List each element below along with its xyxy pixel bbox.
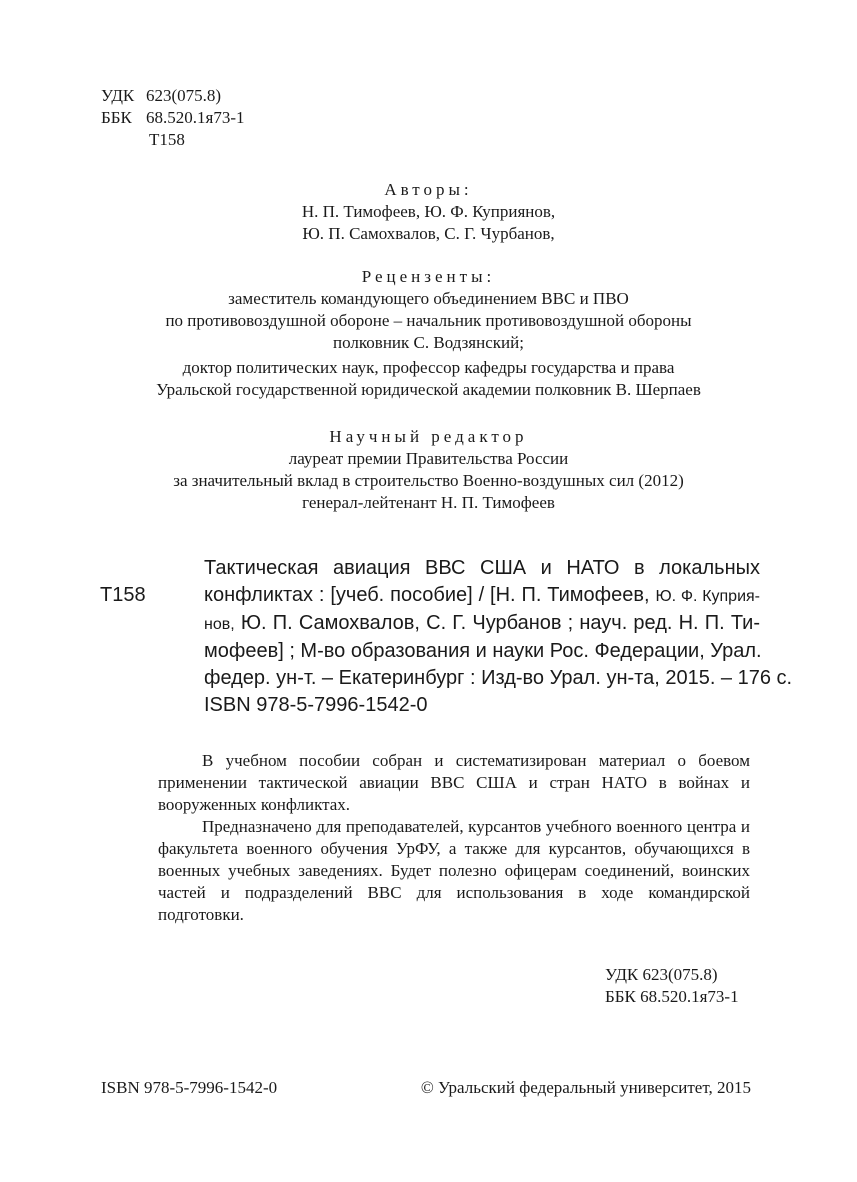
reviewers-line: заместитель командующего объединением ВВС и ПВО xyxy=(228,289,629,308)
biblio-mark: Т158 xyxy=(100,584,146,606)
classification-codes xyxy=(101,85,244,151)
biblio-title-line: Тактическая авиация ВВС США и НАТО в локальных xyxy=(204,557,760,579)
biblio-line xyxy=(100,582,760,610)
udk-row xyxy=(101,85,244,107)
reviewers-line: по противовоздушной обороне – начальник противовоздушной обороны xyxy=(165,311,692,330)
author-mark: Т158 xyxy=(149,130,185,149)
reviewers-heading: Рецензенты: xyxy=(361,267,496,286)
biblio-text xyxy=(204,582,760,610)
editor-line: лауреат премии Правительства России xyxy=(288,449,569,468)
editor-line: генерал-лейтенант Н. П. Тимофеев xyxy=(302,493,555,512)
reviewers-line: доктор политических наук, профессор кафедры государства и права xyxy=(182,358,675,377)
editor-line: за значительный вклад в строительство Военно-воздушных сил (2012) xyxy=(173,471,684,490)
biblio-fragment: конфликтах : [учеб. пособие] / [Н. П. Тимофеев, xyxy=(204,584,650,606)
biblio-line xyxy=(100,665,793,692)
annotation xyxy=(158,750,750,926)
reviewers-line: полковник С. Водзянский; xyxy=(333,333,524,352)
biblio-fragment-small: Ю. Ф. Куприя- xyxy=(655,588,761,605)
authors-heading: Авторы: xyxy=(384,180,473,199)
biblio-fragment-small: нов, xyxy=(204,616,235,633)
biblio-line xyxy=(100,692,760,719)
annotation-paragraph: В учебном пособии собран и систематизирован материал о боевом применении тактической авиации ВВС США и стран НАТО в войнах и вооруженных конфликтах. xyxy=(158,751,750,814)
biblio-text: мофеев] ; М-во образования и науки Рос. Федерации, Урал. xyxy=(204,640,762,662)
reviewers-line: Уральской государственной юридической академии полковник В. Шерпаев xyxy=(156,380,701,399)
bbk-value: 68.520.1я73-1 xyxy=(146,108,245,127)
authors-line: Ю. П. Самохвалов, С. Г. Чурбанов, xyxy=(302,224,555,243)
reviewers-block xyxy=(0,266,857,401)
authors-line: Н. П. Тимофеев, Ю. Ф. Куприянов, xyxy=(301,202,556,221)
biblio-text xyxy=(204,610,760,638)
bbk-bottom: ББК 68.520.1я73-1 xyxy=(605,987,739,1006)
udk-bottom: УДК 623(075.8) xyxy=(605,965,718,984)
footer-copyright: © Уральский федеральный университет, 2015 xyxy=(420,1078,751,1097)
editor-heading: Научный редактор xyxy=(329,427,528,446)
biblio-isbn: ISBN 978-5-7996-1542-0 xyxy=(204,694,428,716)
bbk-label: ББК xyxy=(101,108,132,127)
biblio-line xyxy=(100,638,760,665)
biblio-line xyxy=(100,555,760,582)
biblio-line xyxy=(100,610,760,638)
footer-isbn: ISBN 978-5-7996-1542-0 xyxy=(101,1078,278,1097)
editor-block xyxy=(0,426,857,514)
authors-block xyxy=(0,179,857,245)
classification-codes-bottom xyxy=(605,964,739,1008)
udk-label: УДК xyxy=(101,86,135,105)
biblio-fragment: Ю. П. Самохвалов, С. Г. Чурбанов ; науч. ред. Н. П. Ти- xyxy=(240,612,760,634)
annotation-paragraph: Предназначено для преподавателей, курсантов учебного военного центра и факультета военного обучения УрФУ, а также для курсантов, обучающихся в военных учебных заведениях. Будет полезно офицерам соединений, воинских частей и подразделений ВВС для использования в ходе командирской подготовки. xyxy=(158,817,750,924)
bbk-row xyxy=(101,107,244,129)
biblio-text: федер. ун-т. – Екатеринбург : Изд-во Урал. ун-та, 2015. – 176 с. xyxy=(204,667,793,689)
footer xyxy=(101,1078,751,1098)
bibliographic-record xyxy=(100,555,793,719)
udk-value: 623(075.8) xyxy=(146,86,222,105)
